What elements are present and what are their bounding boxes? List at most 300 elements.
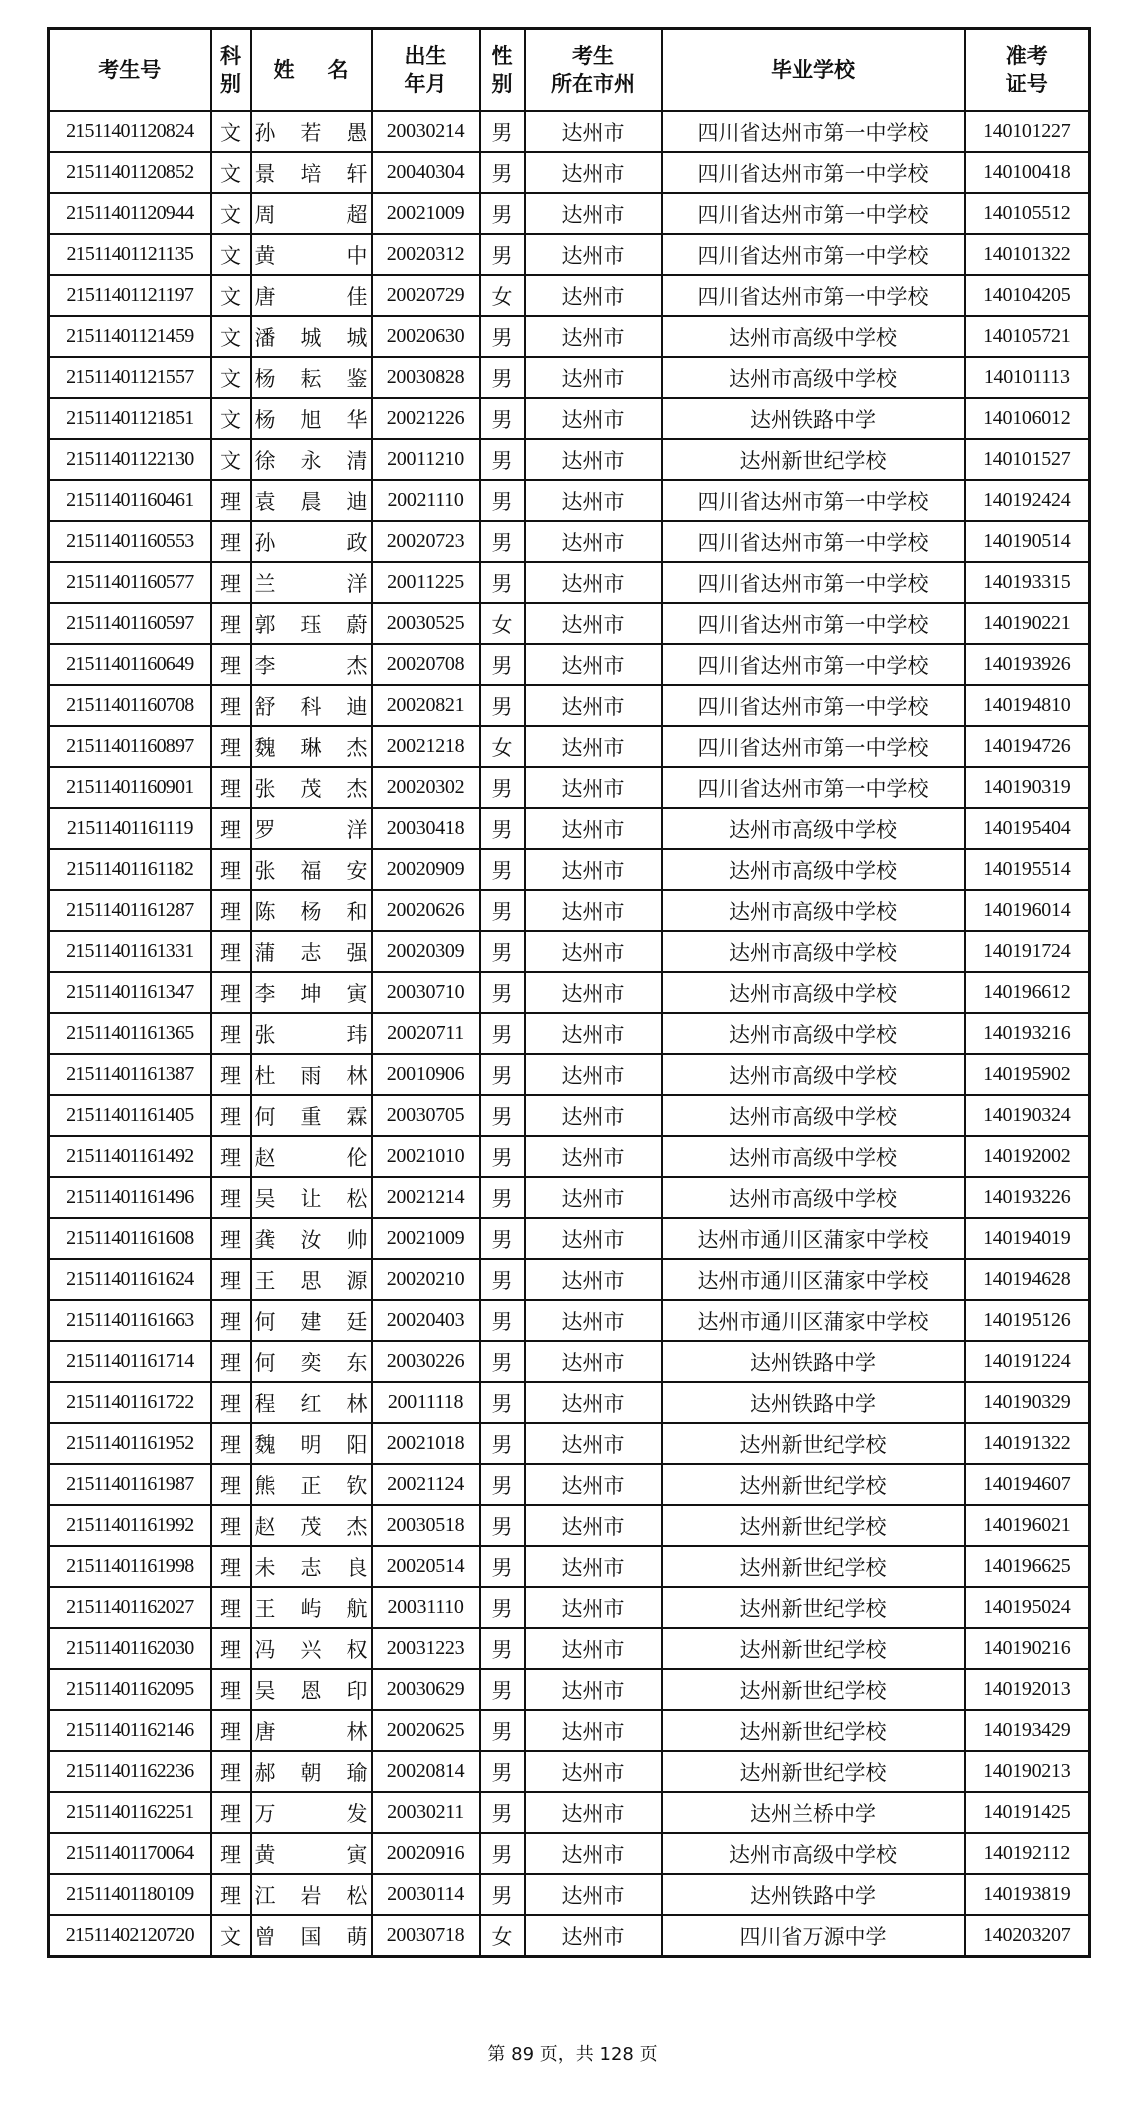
- cell-gender: 男: [480, 1792, 525, 1833]
- cell-birth-date: 20021124: [372, 1464, 480, 1505]
- cell-ticket-number: 140192002: [965, 1136, 1090, 1177]
- cell-ticket-number: 140190213: [965, 1751, 1090, 1792]
- cell-subject: 理: [211, 644, 251, 685]
- cell-city: 达州市: [525, 1300, 662, 1341]
- cell-name: [251, 849, 372, 890]
- cell-ticket-number: 140193216: [965, 1013, 1090, 1054]
- student-name: 舒科迪: [254, 694, 368, 719]
- cell-exam-id: 21511401161663: [49, 1300, 211, 1341]
- cell-subject: 理: [211, 562, 251, 603]
- header-ticket: 准考 证号: [965, 29, 1090, 112]
- cell-name: [251, 1833, 372, 1874]
- cell-gender: 男: [480, 1259, 525, 1300]
- cell-city: 达州市: [525, 1341, 662, 1382]
- cell-name: [251, 1300, 372, 1341]
- cell-gender: 女: [480, 603, 525, 644]
- cell-ticket-number: 140193315: [965, 562, 1090, 603]
- cell-ticket-number: 140195514: [965, 849, 1090, 890]
- student-name: 黄中: [254, 243, 368, 268]
- cell-subject: 理: [211, 1751, 251, 1792]
- cell-subject: 文: [211, 275, 251, 316]
- cell-subject: 理: [211, 808, 251, 849]
- table-row: [49, 521, 1090, 562]
- cell-ticket-number: 140194019: [965, 1218, 1090, 1259]
- cell-exam-id: 21511401160708: [49, 685, 211, 726]
- cell-city: 达州市: [525, 1054, 662, 1095]
- cell-school: 达州市高级中学校: [662, 1177, 965, 1218]
- cell-school: 达州市高级中学校: [662, 931, 965, 972]
- student-name: 何重霖: [254, 1104, 368, 1129]
- cell-subject: 理: [211, 972, 251, 1013]
- cell-school: 达州铁路中学: [662, 398, 965, 439]
- cell-birth-date: 20020625: [372, 1710, 480, 1751]
- cell-birth-date: 20030705: [372, 1095, 480, 1136]
- cell-ticket-number: 140191724: [965, 931, 1090, 972]
- cell-exam-id: 21511401170064: [49, 1833, 211, 1874]
- cell-name: [251, 1382, 372, 1423]
- cell-ticket-number: 140101322: [965, 234, 1090, 275]
- cell-gender: 男: [480, 972, 525, 1013]
- cell-subject: 理: [211, 1792, 251, 1833]
- cell-city: 达州市: [525, 1628, 662, 1669]
- cell-birth-date: 20021218: [372, 726, 480, 767]
- cell-birth-date: 20021010: [372, 1136, 480, 1177]
- cell-name: [251, 398, 372, 439]
- table-row: [49, 1054, 1090, 1095]
- table-row: [49, 111, 1090, 152]
- cell-ticket-number: 140101527: [965, 439, 1090, 480]
- cell-exam-id: 21511401162095: [49, 1669, 211, 1710]
- cell-exam-id: 21511401120852: [49, 152, 211, 193]
- table-row: [49, 1587, 1090, 1628]
- cell-birth-date: 20030114: [372, 1874, 480, 1915]
- cell-birth-date: 20030211: [372, 1792, 480, 1833]
- cell-exam-id: 21511401162146: [49, 1710, 211, 1751]
- cell-gender: 男: [480, 357, 525, 398]
- student-name: 冯兴权: [254, 1637, 368, 1662]
- cell-ticket-number: 140193226: [965, 1177, 1090, 1218]
- cell-name: [251, 234, 372, 275]
- cell-birth-date: 20030718: [372, 1915, 480, 1957]
- student-name: 黄寅: [254, 1842, 368, 1867]
- student-name: 赵伦: [254, 1145, 368, 1170]
- cell-subject: 理: [211, 1833, 251, 1874]
- cell-school: 达州市高级中学校: [662, 849, 965, 890]
- cell-name: [251, 685, 372, 726]
- cell-subject: 理: [211, 931, 251, 972]
- table-row: [49, 1669, 1090, 1710]
- cell-school: 达州市高级中学校: [662, 1054, 965, 1095]
- cell-exam-id: 21511401161492: [49, 1136, 211, 1177]
- cell-ticket-number: 140105721: [965, 316, 1090, 357]
- student-name: 杜雨林: [254, 1063, 368, 1088]
- student-name: 魏琳杰: [254, 735, 368, 760]
- cell-city: 达州市: [525, 1874, 662, 1915]
- cell-subject: 文: [211, 316, 251, 357]
- cell-exam-id: 21511401121557: [49, 357, 211, 398]
- cell-city: 达州市: [525, 152, 662, 193]
- cell-gender: 男: [480, 480, 525, 521]
- student-name: 袁晨迪: [254, 489, 368, 514]
- cell-gender: 男: [480, 1546, 525, 1587]
- cell-city: 达州市: [525, 357, 662, 398]
- cell-school: 四川省达州市第一中学校: [662, 111, 965, 152]
- cell-name: [251, 357, 372, 398]
- cell-birth-date: 20021009: [372, 1218, 480, 1259]
- table-row: [49, 1382, 1090, 1423]
- cell-gender: 男: [480, 1587, 525, 1628]
- table-row: [49, 357, 1090, 398]
- cell-birth-date: 20021018: [372, 1423, 480, 1464]
- cell-exam-id: 21511401161119: [49, 808, 211, 849]
- cell-gender: 男: [480, 1669, 525, 1710]
- cell-subject: 文: [211, 439, 251, 480]
- table-row: [49, 1710, 1090, 1751]
- cell-ticket-number: 140196625: [965, 1546, 1090, 1587]
- cell-city: 达州市: [525, 439, 662, 480]
- table-row: [49, 1751, 1090, 1792]
- cell-birth-date: 20020916: [372, 1833, 480, 1874]
- table-row: [49, 1915, 1090, 1957]
- cell-gender: 男: [480, 685, 525, 726]
- cell-school: 达州新世纪学校: [662, 1423, 965, 1464]
- cell-birth-date: 20020514: [372, 1546, 480, 1587]
- cell-city: 达州市: [525, 1792, 662, 1833]
- cell-exam-id: 21511401180109: [49, 1874, 211, 1915]
- table-row: [49, 439, 1090, 480]
- header-exam-id: 考生号: [49, 29, 211, 112]
- cell-gender: 男: [480, 1095, 525, 1136]
- cell-gender: 男: [480, 193, 525, 234]
- cell-subject: 文: [211, 193, 251, 234]
- student-name: 吴让松: [254, 1186, 368, 1211]
- cell-school: 达州新世纪学校: [662, 1628, 965, 1669]
- cell-school: 四川省达州市第一中学校: [662, 480, 965, 521]
- cell-exam-id: 21511401161182: [49, 849, 211, 890]
- cell-name: [251, 808, 372, 849]
- cell-ticket-number: 140195024: [965, 1587, 1090, 1628]
- table-row: [49, 1423, 1090, 1464]
- cell-gender: 男: [480, 562, 525, 603]
- cell-subject: 理: [211, 1218, 251, 1259]
- cell-gender: 男: [480, 1833, 525, 1874]
- cell-gender: 男: [480, 644, 525, 685]
- cell-name: [251, 439, 372, 480]
- cell-city: 达州市: [525, 316, 662, 357]
- cell-name: [251, 1505, 372, 1546]
- student-name: 罗洋: [254, 817, 368, 842]
- cell-ticket-number: 140190329: [965, 1382, 1090, 1423]
- cell-exam-id: 21511401161992: [49, 1505, 211, 1546]
- cell-subject: 理: [211, 1423, 251, 1464]
- cell-name: [251, 1177, 372, 1218]
- table-row: [49, 1013, 1090, 1054]
- cell-birth-date: 20020309: [372, 931, 480, 972]
- admission-list-table: [47, 27, 1091, 1958]
- cell-subject: 理: [211, 480, 251, 521]
- table-row: [49, 234, 1090, 275]
- cell-subject: 理: [211, 1382, 251, 1423]
- cell-school: 达州市通川区蒲家中学校: [662, 1259, 965, 1300]
- cell-school: 达州新世纪学校: [662, 1710, 965, 1751]
- cell-exam-id: 21511401162251: [49, 1792, 211, 1833]
- cell-school: 达州市通川区蒲家中学校: [662, 1218, 965, 1259]
- header-city: 考生 所在市州: [525, 29, 662, 112]
- cell-subject: 理: [211, 1300, 251, 1341]
- cell-birth-date: 20030418: [372, 808, 480, 849]
- header-school: 毕业学校: [662, 29, 965, 112]
- cell-school: 达州市高级中学校: [662, 1095, 965, 1136]
- cell-exam-id: 21511401161365: [49, 1013, 211, 1054]
- student-name: 江岩松: [254, 1883, 368, 1908]
- cell-name: [251, 1546, 372, 1587]
- cell-subject: 理: [211, 1505, 251, 1546]
- cell-exam-id: 21511401160577: [49, 562, 211, 603]
- cell-name: [251, 562, 372, 603]
- cell-ticket-number: 140101227: [965, 111, 1090, 152]
- cell-ticket-number: 140191425: [965, 1792, 1090, 1833]
- student-name: 郝朝瑜: [254, 1760, 368, 1785]
- cell-name: [251, 1587, 372, 1628]
- cell-subject: 文: [211, 357, 251, 398]
- cell-gender: 男: [480, 1710, 525, 1751]
- cell-birth-date: 20020711: [372, 1013, 480, 1054]
- cell-city: 达州市: [525, 1833, 662, 1874]
- cell-subject: 理: [211, 521, 251, 562]
- cell-subject: 理: [211, 1710, 251, 1751]
- cell-city: 达州市: [525, 685, 662, 726]
- cell-name: [251, 521, 372, 562]
- table-row: [49, 726, 1090, 767]
- table-row: [49, 931, 1090, 972]
- student-name: 张福安: [254, 858, 368, 883]
- cell-name: [251, 111, 372, 152]
- cell-gender: 男: [480, 849, 525, 890]
- cell-exam-id: 21511401121135: [49, 234, 211, 275]
- student-name: 张玮: [254, 1022, 368, 1047]
- cell-exam-id: 21511401160461: [49, 480, 211, 521]
- cell-ticket-number: 140192424: [965, 480, 1090, 521]
- cell-subject: 文: [211, 1915, 251, 1957]
- cell-city: 达州市: [525, 644, 662, 685]
- student-name: 程红林: [254, 1391, 368, 1416]
- student-name: 景培轩: [254, 161, 368, 186]
- cell-school: 四川省达州市第一中学校: [662, 275, 965, 316]
- cell-birth-date: 20011118: [372, 1382, 480, 1423]
- cell-exam-id: 21511401120944: [49, 193, 211, 234]
- student-name: 万发: [254, 1801, 368, 1826]
- cell-school: 达州市高级中学校: [662, 1833, 965, 1874]
- cell-exam-id: 21511401161722: [49, 1382, 211, 1423]
- cell-subject: 理: [211, 1013, 251, 1054]
- cell-city: 达州市: [525, 398, 662, 439]
- cell-school: 达州市高级中学校: [662, 808, 965, 849]
- cell-school: 四川省达州市第一中学校: [662, 603, 965, 644]
- cell-exam-id: 21511401122130: [49, 439, 211, 480]
- cell-gender: 男: [480, 1218, 525, 1259]
- cell-school: 达州新世纪学校: [662, 1751, 965, 1792]
- student-name: 潘城城: [254, 325, 368, 350]
- cell-ticket-number: 140194726: [965, 726, 1090, 767]
- cell-subject: 理: [211, 1341, 251, 1382]
- cell-name: [251, 603, 372, 644]
- cell-name: [251, 1874, 372, 1915]
- student-name: 郭珏蔚: [254, 612, 368, 637]
- cell-gender: 男: [480, 398, 525, 439]
- cell-school: 达州市高级中学校: [662, 316, 965, 357]
- cell-school: 达州新世纪学校: [662, 1546, 965, 1587]
- cell-birth-date: 20030525: [372, 603, 480, 644]
- student-name: 王屿航: [254, 1596, 368, 1621]
- cell-name: [251, 1751, 372, 1792]
- cell-birth-date: 20020708: [372, 644, 480, 685]
- cell-subject: 理: [211, 1874, 251, 1915]
- table-row: [49, 1177, 1090, 1218]
- table-header-row: [49, 29, 1090, 112]
- table-row: [49, 1546, 1090, 1587]
- cell-school: 四川省达州市第一中学校: [662, 152, 965, 193]
- cell-school: 达州市高级中学校: [662, 972, 965, 1013]
- cell-birth-date: 20020626: [372, 890, 480, 931]
- cell-exam-id: 21511401121459: [49, 316, 211, 357]
- cell-exam-id: 21511401160901: [49, 767, 211, 808]
- header-subject: 科 别: [211, 29, 251, 112]
- cell-school: 四川省达州市第一中学校: [662, 767, 965, 808]
- cell-exam-id: 21511401121197: [49, 275, 211, 316]
- cell-birth-date: 20030629: [372, 1669, 480, 1710]
- cell-name: [251, 1710, 372, 1751]
- table-row: [49, 1218, 1090, 1259]
- cell-birth-date: 20020814: [372, 1751, 480, 1792]
- cell-name: [251, 1669, 372, 1710]
- cell-city: 达州市: [525, 603, 662, 644]
- cell-school: 达州铁路中学: [662, 1341, 965, 1382]
- table-row: [49, 1505, 1090, 1546]
- cell-ticket-number: 140190221: [965, 603, 1090, 644]
- cell-birth-date: 20020210: [372, 1259, 480, 1300]
- cell-city: 达州市: [525, 275, 662, 316]
- cell-gender: 男: [480, 1505, 525, 1546]
- cell-gender: 男: [480, 1013, 525, 1054]
- table-row: [49, 603, 1090, 644]
- cell-exam-id: 21511401161287: [49, 890, 211, 931]
- cell-subject: 理: [211, 849, 251, 890]
- cell-city: 达州市: [525, 1915, 662, 1957]
- cell-name: [251, 1464, 372, 1505]
- cell-ticket-number: 140195404: [965, 808, 1090, 849]
- cell-birth-date: 20020723: [372, 521, 480, 562]
- cell-birth-date: 20011225: [372, 562, 480, 603]
- cell-school: 四川省达州市第一中学校: [662, 685, 965, 726]
- table-row: [49, 767, 1090, 808]
- cell-name: [251, 767, 372, 808]
- cell-exam-id: 21511401160553: [49, 521, 211, 562]
- cell-subject: 文: [211, 234, 251, 275]
- cell-name: [251, 1095, 372, 1136]
- cell-city: 达州市: [525, 1177, 662, 1218]
- student-name: 蒲志强: [254, 940, 368, 965]
- cell-birth-date: 20021214: [372, 1177, 480, 1218]
- cell-school: 达州新世纪学校: [662, 1464, 965, 1505]
- cell-subject: 理: [211, 767, 251, 808]
- cell-gender: 女: [480, 726, 525, 767]
- cell-exam-id: 21511401161347: [49, 972, 211, 1013]
- cell-ticket-number: 140194810: [965, 685, 1090, 726]
- cell-city: 达州市: [525, 1218, 662, 1259]
- cell-school: 达州铁路中学: [662, 1382, 965, 1423]
- cell-birth-date: 20020302: [372, 767, 480, 808]
- cell-ticket-number: 140192013: [965, 1669, 1090, 1710]
- cell-city: 达州市: [525, 1710, 662, 1751]
- student-name: 未志良: [254, 1555, 368, 1580]
- cell-city: 达州市: [525, 1751, 662, 1792]
- cell-gender: 男: [480, 1751, 525, 1792]
- cell-subject: 文: [211, 111, 251, 152]
- cell-city: 达州市: [525, 193, 662, 234]
- cell-gender: 男: [480, 1054, 525, 1095]
- cell-gender: 男: [480, 111, 525, 152]
- cell-school: 四川省达州市第一中学校: [662, 644, 965, 685]
- cell-subject: 理: [211, 1669, 251, 1710]
- cell-ticket-number: 140196021: [965, 1505, 1090, 1546]
- cell-name: [251, 316, 372, 357]
- cell-subject: 理: [211, 685, 251, 726]
- cell-name: [251, 726, 372, 767]
- table-row: [49, 1464, 1090, 1505]
- table-row: [49, 1136, 1090, 1177]
- cell-subject: 理: [211, 1628, 251, 1669]
- table-row: [49, 152, 1090, 193]
- student-name: 魏明阳: [254, 1432, 368, 1457]
- student-name: 孙政: [254, 530, 368, 555]
- table-row: [49, 1874, 1090, 1915]
- student-name: 唐林: [254, 1719, 368, 1744]
- cell-exam-id: 21511401161405: [49, 1095, 211, 1136]
- cell-school: 达州市高级中学校: [662, 357, 965, 398]
- cell-ticket-number: 140196014: [965, 890, 1090, 931]
- cell-school: 达州铁路中学: [662, 1874, 965, 1915]
- cell-gender: 男: [480, 1341, 525, 1382]
- cell-ticket-number: 140203207: [965, 1915, 1090, 1957]
- header-name-part: 名: [327, 58, 349, 82]
- cell-exam-id: 21511401162030: [49, 1628, 211, 1669]
- cell-school: 达州兰桥中学: [662, 1792, 965, 1833]
- cell-gender: 男: [480, 439, 525, 480]
- student-name: 徐永清: [254, 448, 368, 473]
- cell-city: 达州市: [525, 1259, 662, 1300]
- table-row: [49, 972, 1090, 1013]
- cell-city: 达州市: [525, 1464, 662, 1505]
- cell-city: 达州市: [525, 111, 662, 152]
- cell-birth-date: 20030226: [372, 1341, 480, 1382]
- table-row: [49, 1792, 1090, 1833]
- cell-city: 达州市: [525, 1505, 662, 1546]
- cell-subject: 理: [211, 1259, 251, 1300]
- cell-ticket-number: 140190216: [965, 1628, 1090, 1669]
- cell-name: [251, 972, 372, 1013]
- cell-subject: 理: [211, 1136, 251, 1177]
- cell-school: 达州新世纪学校: [662, 1587, 965, 1628]
- student-name: 李杰: [254, 653, 368, 678]
- cell-exam-id: 21511401161387: [49, 1054, 211, 1095]
- cell-birth-date: 20011210: [372, 439, 480, 480]
- cell-subject: 理: [211, 1054, 251, 1095]
- student-name: 周超: [254, 202, 368, 227]
- cell-exam-id: 21511401121851: [49, 398, 211, 439]
- cell-exam-id: 21511401120824: [49, 111, 211, 152]
- cell-name: [251, 152, 372, 193]
- cell-city: 达州市: [525, 890, 662, 931]
